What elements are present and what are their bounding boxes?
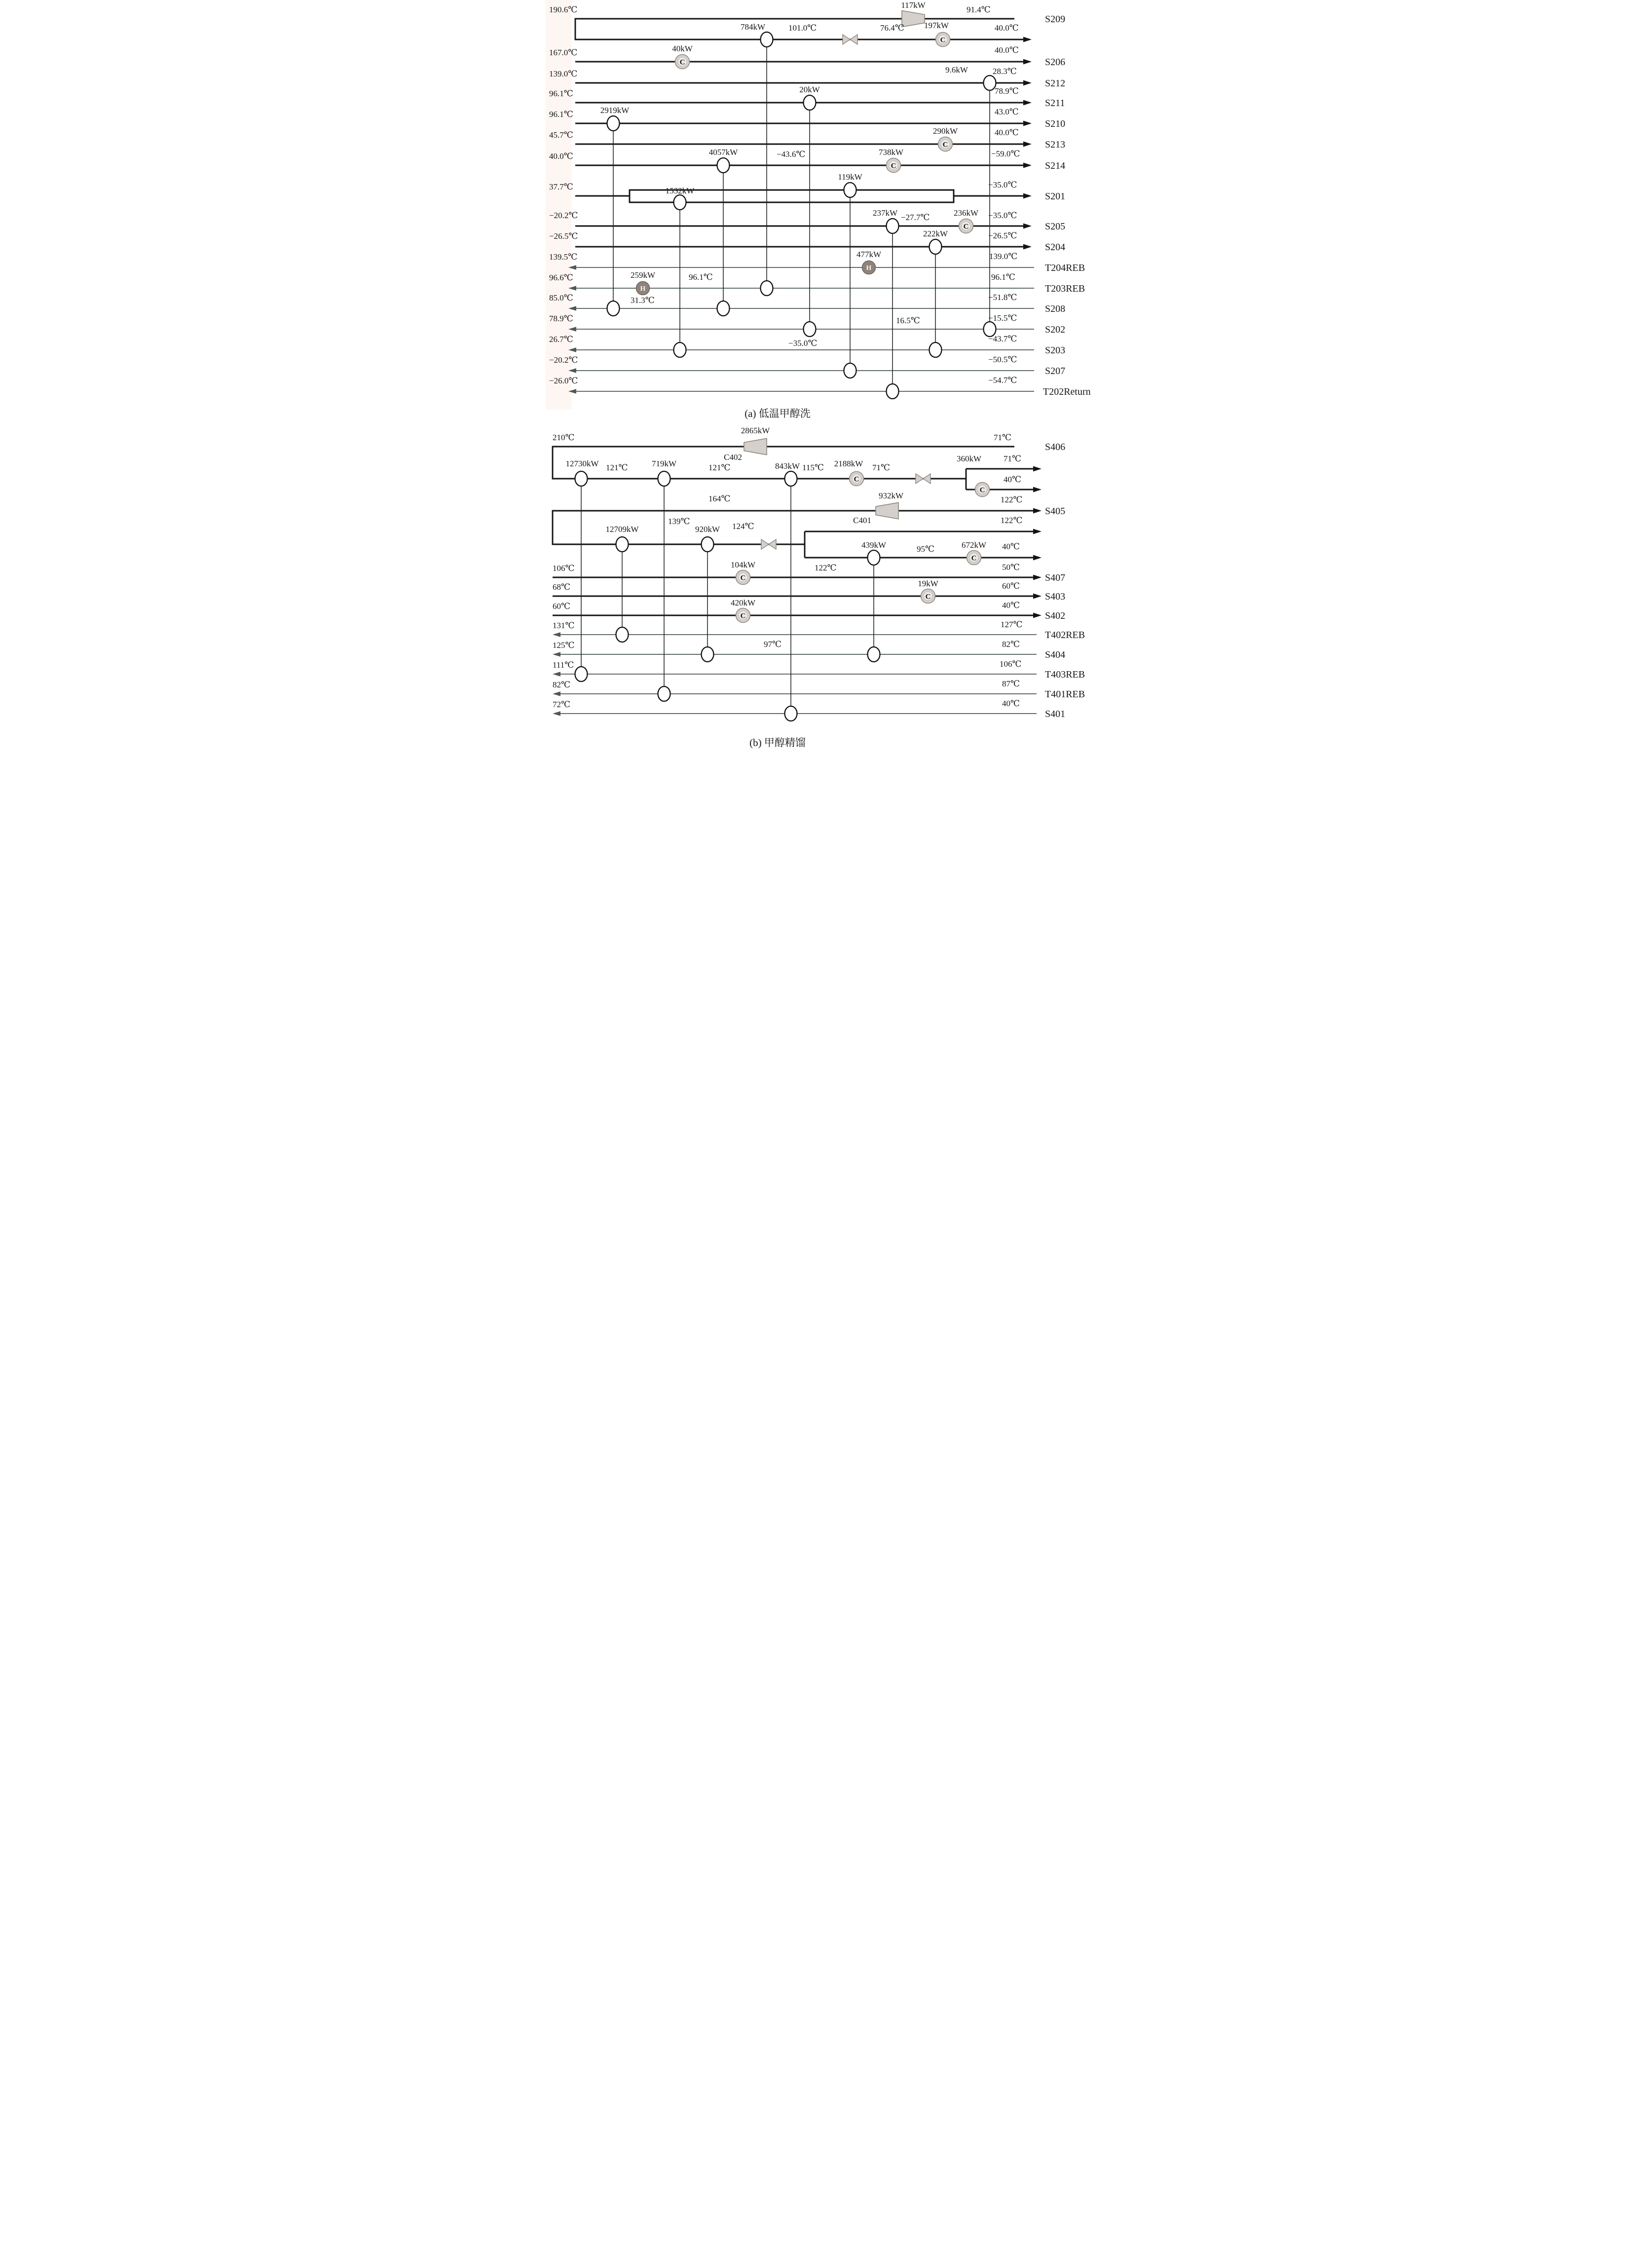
flow-arrow-right-icon: [1023, 37, 1032, 42]
temp-label: 60℃: [553, 602, 571, 611]
temp-label: −26.5℃: [549, 231, 578, 241]
temp-label: 210℃: [553, 433, 575, 442]
temp-label: −26.0℃: [549, 376, 578, 385]
temp-label: −26.5℃: [988, 231, 1017, 240]
temp-label: 16.5℃: [896, 316, 920, 325]
duty-label: 360kW: [956, 454, 982, 463]
flow-arrow-right-icon: [1023, 100, 1032, 106]
temp-label: −43.6℃: [777, 150, 806, 159]
stream-name: S404: [1045, 649, 1066, 660]
temp-label: 37.7℃: [549, 182, 573, 191]
flow-arrow-right-icon: [1023, 59, 1032, 65]
temp-label: 28.3℃: [993, 67, 1017, 76]
compressor-icon: [902, 11, 925, 27]
temp-label: 139℃: [668, 517, 690, 526]
cooler-glyph: C: [940, 36, 946, 44]
duty-label: 920kW: [695, 525, 720, 534]
flow-arrow-right-icon: [1023, 193, 1032, 199]
temp-label: 139.5℃: [549, 252, 578, 262]
temp-label: 95℃: [917, 544, 935, 554]
exchanger-match-icon: [616, 627, 629, 642]
flow-arrow-right-icon: [1033, 575, 1042, 580]
stream-name: S204: [1045, 242, 1066, 253]
exchanger-match-icon: [575, 471, 588, 486]
flow-arrow-right-icon: [1033, 555, 1042, 561]
stream-name: S209: [1045, 14, 1066, 25]
temp-label: 122℃: [1001, 516, 1023, 525]
flow-arrow-left-icon: [553, 711, 560, 716]
exchanger-match-icon: [868, 550, 880, 565]
duty-label: 236kW: [953, 208, 979, 218]
valve-icon: [761, 539, 769, 549]
stream-name: S405: [1045, 506, 1066, 517]
stream-name: T204REB: [1045, 263, 1085, 273]
temp-label: 68℃: [553, 582, 571, 592]
temp-label: 71℃: [872, 463, 891, 472]
duty-label: 104kW: [730, 560, 756, 569]
duty-label: 290kW: [932, 126, 958, 136]
flow-arrow-right-icon: [1023, 224, 1032, 229]
exchanger-match-icon: [674, 195, 686, 210]
section-caption: (b) 甲醇精馏: [749, 737, 806, 749]
temp-label: 26.7℃: [549, 335, 573, 344]
temp-label: 31.3℃: [631, 296, 655, 305]
temp-label: 45.7℃: [549, 130, 573, 140]
flow-arrow-right-icon: [1033, 508, 1042, 514]
temp-label: 40℃: [1002, 601, 1020, 610]
temp-label: 91.4℃: [967, 5, 991, 14]
stream-name: S407: [1045, 572, 1066, 583]
exchanger-match-icon: [887, 384, 899, 399]
duty-label: 2919kW: [600, 106, 630, 115]
exchanger-match-icon: [616, 537, 629, 552]
temp-label: 40℃: [1002, 699, 1020, 708]
exchanger-match-icon: [984, 76, 996, 90]
temp-label: 85.0℃: [549, 293, 573, 302]
temp-label: −59.0℃: [991, 149, 1020, 158]
temp-label: 115℃: [802, 463, 824, 472]
flow-arrow-right-icon: [1023, 244, 1032, 250]
exchanger-match-icon: [575, 667, 588, 681]
temp-label: 96.1℃: [549, 110, 573, 119]
cooler-glyph: C: [963, 223, 969, 231]
temp-label: 106℃: [1000, 659, 1022, 669]
exchanger-match-icon: [717, 301, 730, 316]
stream-name: S213: [1045, 139, 1066, 150]
temp-label: −43.7℃: [988, 334, 1017, 343]
flow-arrow-left-icon: [553, 691, 560, 696]
temp-label: 190.6℃: [549, 5, 578, 14]
duty-label: 40kW: [672, 44, 693, 53]
temp-label: 122℃: [815, 563, 837, 572]
compressor-icon: [876, 503, 898, 519]
temp-label: 101.0℃: [788, 23, 817, 33]
temp-label: −50.5℃: [988, 355, 1017, 364]
exchanger-match-icon: [658, 686, 670, 701]
flow-arrow-left-icon: [553, 672, 560, 677]
exchanger-match-icon: [761, 32, 773, 47]
cooler-glyph: C: [942, 141, 948, 149]
duty-label: 20kW: [799, 85, 820, 94]
cooler-glyph: C: [679, 58, 685, 67]
heater-glyph: H: [866, 265, 872, 272]
stream-name: S211: [1045, 98, 1065, 109]
exchanger-match-icon: [844, 183, 856, 197]
temp-label: 97℃: [764, 640, 782, 649]
stream-name: S212: [1045, 78, 1066, 89]
temp-label: 82℃: [1002, 640, 1020, 649]
temp-label: −35.0℃: [788, 339, 818, 348]
duty-label: 117kW: [901, 0, 926, 10]
duty-label: 197kW: [924, 21, 949, 30]
flow-arrow-right-icon: [1033, 487, 1042, 492]
duty-label: 477kW: [856, 250, 882, 259]
cooler-glyph: C: [891, 162, 896, 170]
temp-label: 122℃: [1001, 495, 1023, 504]
temp-label: 71℃: [994, 433, 1012, 442]
temp-label: 131℃: [553, 621, 575, 630]
stream-name: T203REB: [1045, 283, 1085, 294]
duty-label: 420kW: [730, 598, 756, 607]
temp-label: 139.0℃: [989, 252, 1018, 261]
duty-label: 784kW: [740, 22, 766, 32]
temp-label: 78.9℃: [549, 314, 573, 323]
exchanger-match-icon: [930, 239, 942, 254]
equipment-tag-label: C402: [724, 453, 742, 462]
duty-label: 259kW: [630, 270, 656, 280]
duty-label: 719kW: [651, 459, 677, 468]
stream-name: S210: [1045, 118, 1066, 129]
duty-label: 672kW: [961, 540, 987, 550]
cooler-glyph: C: [854, 475, 859, 484]
exchanger-match-icon: [674, 342, 686, 357]
duty-label: 119kW: [838, 172, 862, 182]
valve-icon: [769, 539, 776, 549]
temp-label: 82℃: [553, 680, 571, 689]
duty-label: 12730kW: [565, 459, 599, 468]
temp-label: 106℃: [553, 564, 575, 573]
valve-icon: [843, 35, 850, 44]
duty-label: 9.6kW: [945, 65, 968, 75]
exchanger-match-icon: [844, 363, 856, 378]
stream-name: S406: [1045, 442, 1066, 453]
cooler-glyph: C: [740, 612, 746, 620]
flow-arrow-right-icon: [1033, 466, 1042, 472]
duty-label: 738kW: [878, 148, 904, 157]
temp-label: 125℃: [553, 641, 575, 650]
stream-name: S214: [1045, 160, 1066, 171]
stream-name: S202: [1045, 324, 1066, 335]
stream-name: S201: [1045, 191, 1066, 202]
temp-label: 72℃: [553, 700, 571, 709]
temp-label: 71℃: [1004, 454, 1022, 463]
duty-label: 222kW: [923, 229, 948, 238]
temp-label: 96.1℃: [549, 89, 573, 98]
cooler-glyph: C: [925, 593, 931, 601]
temp-label: −35.0℃: [988, 211, 1017, 220]
valve-icon: [923, 474, 930, 484]
temp-label: 40.0℃: [995, 23, 1019, 33]
stream-name: T401REB: [1045, 689, 1085, 700]
temp-label: 43.0℃: [995, 107, 1019, 116]
page-margin-tint: [546, 0, 571, 410]
stream-name: S205: [1045, 221, 1066, 232]
flow-arrow-right-icon: [1033, 594, 1042, 599]
temp-label: 111℃: [553, 660, 574, 670]
temp-label: 78.9℃: [995, 86, 1019, 96]
exchanger-match-icon: [658, 471, 670, 486]
flow-arrow-right-icon: [1023, 121, 1032, 126]
flow-arrow-right-icon: [1023, 163, 1032, 168]
temp-label: 121℃: [708, 463, 731, 472]
stream-name: T402REB: [1045, 630, 1085, 641]
hen-grid-diagram: [546, 0, 1091, 756]
temp-label: 87℃: [1002, 679, 1020, 688]
stream-name: S403: [1045, 591, 1066, 602]
stream-name: S401: [1045, 709, 1066, 719]
flow-arrow-right-icon: [1023, 80, 1032, 86]
flow-arrow-left-icon: [553, 632, 560, 637]
flow-arrow-left-icon: [553, 652, 560, 657]
temp-label: −54.7℃: [988, 376, 1017, 385]
stream-name: T202Return: [1043, 386, 1091, 397]
exchanger-match-icon: [607, 116, 620, 131]
temp-label: −20.2℃: [549, 355, 578, 365]
stream-name: S208: [1045, 303, 1066, 314]
temp-label: 40℃: [1004, 475, 1022, 484]
temp-label: 40.0℃: [995, 128, 1019, 137]
exchanger-match-icon: [868, 647, 880, 662]
exchanger-match-icon: [607, 301, 620, 316]
stream-name: S203: [1045, 345, 1066, 356]
exchanger-match-icon: [702, 537, 714, 552]
duty-label: 932kW: [878, 491, 904, 500]
compressor-icon: [744, 439, 767, 455]
temp-label: 139.0℃: [549, 69, 578, 78]
hen-grid-figure: [546, 0, 1091, 756]
exchanger-match-icon: [717, 158, 730, 173]
duty-label: 19kW: [918, 579, 938, 588]
valve-icon: [850, 35, 857, 44]
exchanger-match-icon: [702, 647, 714, 662]
flow-arrow-right-icon: [1033, 529, 1042, 534]
valve-icon: [916, 474, 923, 484]
duty-label: 2188kW: [834, 459, 863, 468]
exchanger-match-icon: [761, 281, 773, 296]
duty-label: 237kW: [872, 208, 898, 218]
stream-name: S206: [1045, 57, 1066, 68]
exchanger-match-icon: [785, 706, 797, 721]
duty-label: 4057kW: [708, 148, 738, 157]
temp-label: 121℃: [606, 463, 628, 472]
temp-label: −27.7℃: [901, 213, 930, 222]
flow-arrow-right-icon: [1023, 142, 1032, 147]
temp-label: 40.0℃: [549, 151, 573, 161]
flow-arrow-right-icon: [1033, 613, 1042, 618]
stream-name: S207: [1045, 366, 1066, 377]
temp-label: 60℃: [1002, 581, 1020, 591]
exchanger-match-icon: [804, 322, 816, 337]
duty-label: 439kW: [861, 540, 887, 550]
stream-name: T403REB: [1045, 669, 1085, 680]
duty-label: 1532kW: [665, 186, 695, 195]
temp-label: 164℃: [708, 494, 731, 503]
stream-name: S402: [1045, 610, 1066, 621]
temp-label: −15.5℃: [988, 313, 1017, 323]
temp-label: 167.0℃: [549, 48, 578, 57]
temp-label: 96.1℃: [689, 272, 713, 282]
heater-glyph: H: [640, 285, 646, 293]
temp-label: 76.4℃: [880, 23, 904, 33]
equipment-tag-label: C401: [853, 516, 871, 525]
cooler-glyph: C: [979, 486, 985, 494]
section-caption: (a) 低温甲醇洗: [744, 408, 811, 419]
temp-label: 40.0℃: [995, 45, 1019, 55]
temp-label: 50℃: [1002, 563, 1020, 572]
duty-label: 843kW: [775, 461, 800, 471]
exchanger-match-icon: [785, 471, 797, 486]
temp-label: −35.0℃: [988, 180, 1017, 189]
temp-label: 96.6℃: [549, 273, 573, 282]
cooler-glyph: C: [971, 554, 977, 563]
duty-label: 12709kW: [605, 525, 639, 534]
temp-label: −20.2℃: [549, 211, 578, 220]
temp-label: 124℃: [732, 522, 754, 531]
exchanger-match-icon: [930, 342, 942, 357]
cooler-glyph: C: [740, 574, 746, 582]
temp-label: 96.1℃: [991, 272, 1015, 282]
temp-label: −51.8℃: [988, 293, 1017, 302]
exchanger-match-icon: [804, 95, 816, 110]
exchanger-match-icon: [887, 219, 899, 233]
duty-label: 2865kW: [741, 426, 770, 435]
temp-label: 127℃: [1001, 620, 1023, 629]
temp-label: 40℃: [1002, 542, 1020, 551]
